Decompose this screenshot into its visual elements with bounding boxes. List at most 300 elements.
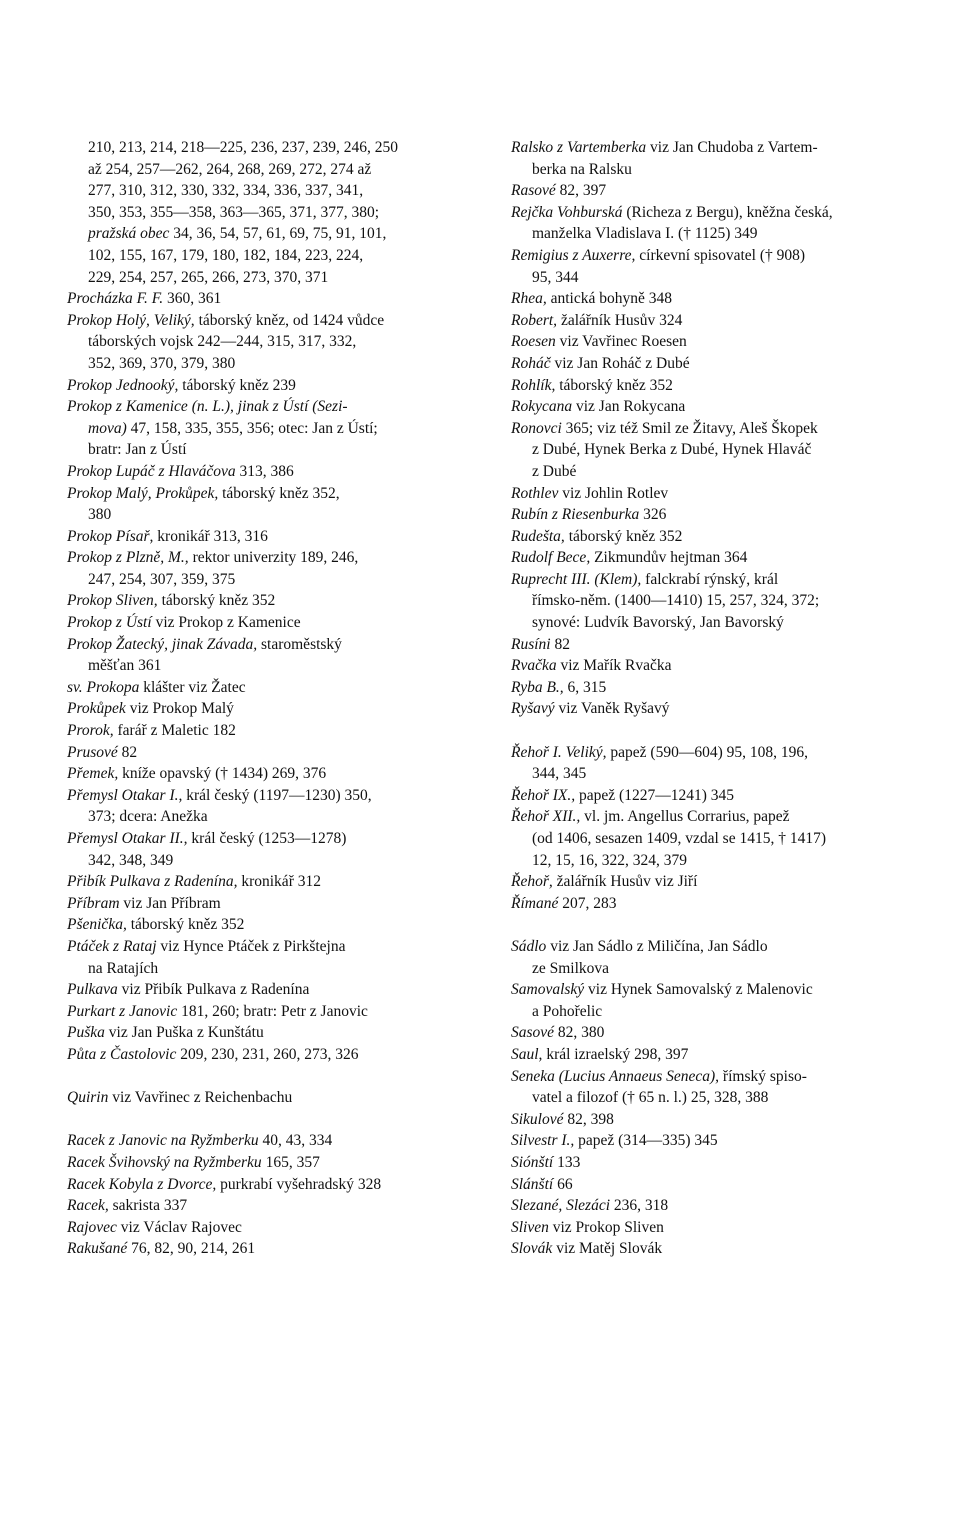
index-text: žalářník Husův 324 xyxy=(557,311,683,329)
index-entry xyxy=(511,504,911,526)
index-entry-line xyxy=(511,1087,911,1109)
index-entry-line xyxy=(67,353,467,375)
index-text: 76, 82, 90, 214, 261 xyxy=(127,1240,256,1258)
index-entry-line xyxy=(511,612,911,634)
index-headword: Příbram xyxy=(67,894,120,912)
index-headword: Prusové xyxy=(67,743,118,761)
index-entry xyxy=(511,871,911,893)
index-text: 181, 260; bratr: Petr z Janovic xyxy=(177,1002,368,1020)
index-entry-line xyxy=(511,180,911,202)
index-headword: Půta z Častolovic xyxy=(67,1045,177,1063)
index-entry-line xyxy=(511,698,911,720)
index-entry xyxy=(511,375,911,397)
index-text: církevní spisovatel († 908) xyxy=(635,246,806,264)
index-entry xyxy=(67,785,467,828)
index-headword: Rubín z Riesenburka xyxy=(511,506,640,524)
index-text: viz Prokop Malý xyxy=(125,700,234,718)
index-text: táborský kněz 352, xyxy=(218,484,340,502)
index-text: žalářník Husův viz Jiří xyxy=(552,873,698,891)
index-headword: Prokop z Kamenice (n. L.), jinak z Ústí (Sezi- xyxy=(67,398,348,416)
index-text: (od 1406, sesazen 1409, vzdal se 1415, † 1417) xyxy=(532,830,827,847)
index-text: antická bohyně 348 xyxy=(546,290,672,308)
index-entry xyxy=(67,1022,467,1044)
index-entry-line xyxy=(67,893,467,915)
index-entry xyxy=(67,375,467,397)
index-headword: Sasové xyxy=(511,1024,555,1042)
index-text: král český (1253—1278) xyxy=(187,830,347,847)
index-headword: Saul, xyxy=(511,1045,543,1063)
index-text: viz Prokop z Kamenice xyxy=(151,614,301,632)
index-text: 380 xyxy=(88,506,112,524)
index-entry-line xyxy=(511,936,911,958)
index-entry xyxy=(511,1066,911,1109)
section-gap xyxy=(67,1066,467,1088)
index-text: farář z Maletic 182 xyxy=(113,722,236,740)
index-entry-line xyxy=(511,375,911,397)
index-entry xyxy=(67,1238,467,1260)
index-headword: pražská obec xyxy=(88,225,170,243)
index-entry xyxy=(511,785,911,807)
index-entry-line xyxy=(67,1001,467,1023)
index-text: viz Jan Sádlo z Miličína, Jan Sádlo xyxy=(546,937,768,955)
index-headword: Slovák xyxy=(511,1240,553,1258)
index-entry xyxy=(511,634,911,656)
index-entry-line xyxy=(511,310,911,332)
index-headword: sv. Prokopa xyxy=(67,678,140,696)
index-entry xyxy=(67,396,467,461)
index-headword: Slezané, Slezáci xyxy=(511,1197,611,1215)
index-text: a Pohořelic xyxy=(532,1002,603,1020)
index-text: táborský kněz 352 xyxy=(564,527,683,545)
index-entry-line xyxy=(511,159,911,181)
index-entry xyxy=(67,1130,467,1152)
index-text: 326 xyxy=(639,506,667,524)
index-text: 373; dcera: Anežka xyxy=(88,808,208,826)
index-entry-line xyxy=(67,1022,467,1044)
index-text: viz Mařík Rvačka xyxy=(556,657,672,675)
index-entry-line xyxy=(511,634,911,656)
index-entry xyxy=(511,677,911,699)
index-text: 82, 397 xyxy=(555,182,607,200)
index-headword: Samovalský xyxy=(511,981,585,999)
index-text: berka na Ralsku xyxy=(532,160,632,178)
index-headword: Rohlík, xyxy=(511,376,556,394)
index-entry-line xyxy=(67,375,467,397)
index-entry-line xyxy=(511,418,911,440)
index-headword: Přemysl Otakar II., xyxy=(67,830,188,847)
index-text: klášter viz Žatec xyxy=(139,678,246,696)
index-text: 247, 254, 307, 359, 375 xyxy=(88,570,236,588)
index-text: táborský kněz 352 xyxy=(126,916,245,934)
index-entry-line xyxy=(67,1217,467,1239)
index-text: 229, 254, 257, 265, 266, 273, 370, 371 xyxy=(88,268,329,286)
index-entry-line xyxy=(511,1109,911,1131)
index-entry-line xyxy=(67,914,467,936)
index-headword: Siónští xyxy=(511,1153,554,1171)
index-text: 365; viz též Smil ze Žitavy, Aleš Škopek xyxy=(561,419,818,437)
index-entry xyxy=(67,698,467,720)
index-entry-line xyxy=(511,267,911,289)
index-entry xyxy=(511,202,911,245)
index-headword: Sádlo xyxy=(511,937,547,955)
index-entry xyxy=(67,936,467,979)
section-gap xyxy=(67,1109,467,1131)
index-headword: Roesen xyxy=(511,333,556,351)
index-text: viz Hynek Samovalský z Malenovic xyxy=(584,981,813,999)
index-text: viz Vavřinec z Reichenbachu xyxy=(108,1089,293,1107)
index-entry-line xyxy=(67,223,467,245)
index-text: viz Hynce Ptáček z Pirkštejna xyxy=(156,937,346,955)
index-text: 82, 380 xyxy=(554,1024,605,1042)
index-headword: Rhea, xyxy=(511,290,547,308)
index-text: viz Jan Puška z Kunštátu xyxy=(104,1024,264,1042)
index-headword: Ralsko z Vartemberka xyxy=(511,139,647,156)
index-entry-line xyxy=(511,439,911,461)
index-text: 102, 155, 167, 179, 180, 182, 184, 223, 224, xyxy=(88,246,364,264)
index-entry xyxy=(511,893,911,915)
index-headword: Rasové xyxy=(511,182,556,200)
index-entry-line xyxy=(67,1087,467,1109)
index-entry xyxy=(511,936,911,979)
index-entry-line xyxy=(67,180,467,202)
index-text: 82, 398 xyxy=(563,1110,614,1128)
index-headword: Přemek, xyxy=(67,765,119,783)
index-entry-line xyxy=(511,137,911,159)
index-headword: Rokycana xyxy=(511,398,573,416)
index-entry-line xyxy=(511,1217,911,1239)
index-entry-line xyxy=(511,742,911,764)
index-text: z Dubé, Hynek Berka z Dubé, Hynek Hlaváč xyxy=(532,441,812,459)
index-text: 344, 345 xyxy=(532,765,587,783)
index-entry xyxy=(511,806,911,871)
index-entry-line xyxy=(67,979,467,1001)
index-text: táborský kněz 352 xyxy=(555,376,673,394)
index-text: 342, 348, 349 xyxy=(88,851,174,869)
index-text: 165, 357 xyxy=(261,1153,320,1171)
index-text: 40, 43, 334 xyxy=(258,1132,333,1150)
index-text: kníže opavský († 1434) 269, 376 xyxy=(118,765,327,783)
index-entry-line xyxy=(511,828,911,850)
index-entry-line xyxy=(511,483,911,505)
index-entry-line xyxy=(511,1022,911,1044)
index-text: táborský kněz, od 1424 vůdce xyxy=(194,311,385,329)
index-text: papež (1227—1241) 345 xyxy=(575,786,734,804)
index-entry-line xyxy=(511,1152,911,1174)
index-text: bratr: Jan z Ústí xyxy=(88,441,187,459)
index-entry-line xyxy=(67,742,467,764)
index-text: 133 xyxy=(553,1153,581,1171)
index-text: viz Vaněk Ryšavý xyxy=(554,700,670,718)
index-entry-line xyxy=(67,936,467,958)
index-text: falckrabí rýnský, král xyxy=(641,570,779,588)
index-entry-line xyxy=(511,806,911,828)
index-headword: Purkart z Janovic xyxy=(67,1002,178,1020)
index-text: 6, 315 xyxy=(563,678,607,696)
index-entry xyxy=(511,1130,911,1152)
index-headword: Sliven xyxy=(511,1218,549,1236)
index-headword: Racek, xyxy=(67,1197,109,1215)
index-entry xyxy=(511,1238,911,1260)
index-text: na Ratajích xyxy=(88,959,159,977)
index-entry-line xyxy=(511,1066,911,1088)
index-headword: Římané xyxy=(511,894,559,912)
index-headword: Remigius z Auxerre, xyxy=(511,246,636,264)
index-entry xyxy=(511,245,911,288)
index-entry-line xyxy=(67,288,467,310)
index-entry-line xyxy=(67,871,467,893)
index-text: 360, 361 xyxy=(163,290,222,308)
index-text: 82 xyxy=(550,635,570,653)
index-entry-line xyxy=(511,785,911,807)
index-entry xyxy=(511,1217,911,1239)
index-entry-line xyxy=(511,1174,911,1196)
index-entry-line xyxy=(511,288,911,310)
index-headword: Řehoř I. Veliký, xyxy=(511,743,607,761)
index-text: táborských vojsk 242—244, 315, 317, 332, xyxy=(88,333,357,351)
index-entry-line xyxy=(67,267,467,289)
index-entry xyxy=(511,331,911,353)
index-entry-line xyxy=(67,331,467,353)
index-entry-line xyxy=(511,331,911,353)
index-entry-line xyxy=(67,677,467,699)
index-headword: Řehoř IX., xyxy=(511,786,576,804)
index-text: král izraelský 298, 397 xyxy=(542,1045,689,1063)
index-entry-line xyxy=(67,396,467,418)
index-entry-line xyxy=(511,1195,911,1217)
index-entry xyxy=(511,979,911,1022)
index-headword: Pšenička, xyxy=(67,916,127,934)
index-headword: Sikulové xyxy=(511,1110,564,1128)
index-text: vatel a filozof († 65 n. l.) 25, 328, 388 xyxy=(532,1089,769,1107)
index-headword: mova) xyxy=(88,419,127,437)
index-entry-line xyxy=(511,396,911,418)
index-entry-line xyxy=(511,504,911,526)
index-headword: Ryšavý xyxy=(511,700,555,718)
index-headword: Rothlev xyxy=(511,484,559,502)
index-entry-line xyxy=(511,590,911,612)
index-text: měšťan 361 xyxy=(88,657,162,675)
index-entry xyxy=(511,569,911,634)
index-entry-line xyxy=(67,504,467,526)
index-entry xyxy=(511,1109,911,1131)
index-entry-line xyxy=(511,353,911,375)
index-text: 352, 369, 370, 379, 380 xyxy=(88,354,236,372)
index-entry-line xyxy=(67,828,467,850)
index-entry xyxy=(511,1044,911,1066)
index-entry-line xyxy=(511,526,911,548)
index-headword: Robert, xyxy=(511,311,558,329)
index-entry-line xyxy=(67,1044,467,1066)
index-entry xyxy=(67,1044,467,1066)
index-text: 350, 353, 355—358, 363—365, 371, 377, 380; xyxy=(88,203,380,221)
index-entry xyxy=(67,590,467,612)
index-headword: Prokůpek xyxy=(67,700,126,718)
index-headword: Racek Kobyla z Dvorce, xyxy=(67,1175,217,1193)
index-headword: Prokop Žatecký, jinak Závada, xyxy=(67,635,258,653)
index-entry xyxy=(67,893,467,915)
index-entry-line xyxy=(511,547,911,569)
index-text: táborský kněz 352 xyxy=(157,592,276,610)
index-headword: Ptáček z Rataj xyxy=(67,937,157,955)
index-entry xyxy=(67,1174,467,1196)
index-headword: Racek Švihovský na Ryžmberku xyxy=(67,1153,262,1171)
index-entry xyxy=(67,483,467,526)
index-headword: Řehoř, xyxy=(511,873,553,891)
index-text: kronikář 312 xyxy=(237,873,321,891)
index-text: rektor univerzity 189, 246, xyxy=(188,549,359,567)
index-headword: Puška xyxy=(67,1024,105,1042)
index-headword: Prokop Malý, Prokůpek, xyxy=(67,484,219,502)
index-entry xyxy=(511,742,911,785)
index-entry-line xyxy=(67,698,467,720)
index-entry-line xyxy=(67,806,467,828)
index-headword: Rudešta, xyxy=(511,527,565,545)
index-entry-line xyxy=(511,979,911,1001)
index-headword: Procházka F. F. xyxy=(67,290,164,308)
index-text: římsko-něm. (1400—1410) 15, 257, 324, 372; xyxy=(532,592,820,610)
index-headword: Rusíni xyxy=(511,635,551,653)
index-entry xyxy=(67,547,467,590)
index-entry-line xyxy=(67,850,467,872)
index-entry xyxy=(67,137,467,288)
index-entry-line xyxy=(511,655,911,677)
index-entry-line xyxy=(67,547,467,569)
index-headword: Řehoř XII., xyxy=(511,808,581,826)
index-entry xyxy=(511,655,911,677)
index-text: viz Jan Chudoba z Vartem- xyxy=(646,139,818,156)
index-headword: Ronovci xyxy=(511,419,562,437)
index-text: viz Matěj Slovák xyxy=(552,1240,663,1258)
section-gap xyxy=(511,914,911,936)
index-entry-line xyxy=(511,1001,911,1023)
index-headword: Rakušané xyxy=(67,1240,128,1258)
index-entry-line xyxy=(67,569,467,591)
index-text: viz Johlin Rotlev xyxy=(558,484,669,502)
index-headword: Prokop Jednooký, xyxy=(67,376,179,394)
index-text: 209, 230, 231, 260, 273, 326 xyxy=(176,1045,359,1063)
index-headword: Prorok, xyxy=(67,722,114,740)
index-text: 207, 283 xyxy=(558,894,617,912)
index-text: synové: Ludvík Bavorský, Jan Bavorský xyxy=(532,614,784,632)
index-headword: Silvestr I., xyxy=(511,1132,575,1150)
index-text: z Dubé xyxy=(532,462,577,480)
index-entry-line xyxy=(67,483,467,505)
index-entry-line xyxy=(511,461,911,483)
index-entry xyxy=(67,634,467,677)
index-entry-line xyxy=(67,634,467,656)
index-text: viz Přibík Pulkava z Radenína xyxy=(117,981,310,999)
index-headword: Ruprecht III. (Klem), xyxy=(511,570,642,588)
index-headword: Prokop z Plzně, M., xyxy=(67,549,189,567)
index-entry-line xyxy=(511,893,911,915)
index-entry xyxy=(67,742,467,764)
index-entry xyxy=(67,720,467,742)
index-text: papež (314—335) 345 xyxy=(574,1132,718,1150)
index-text: viz Prokop Sliven xyxy=(548,1218,664,1236)
index-text: táborský kněz 239 xyxy=(178,376,296,394)
index-headword: Rvačka xyxy=(511,657,557,675)
index-entry-line xyxy=(67,1152,467,1174)
index-text: 82 xyxy=(117,743,138,761)
index-entry xyxy=(67,526,467,548)
index-text: viz Jan Rokycana xyxy=(572,398,686,416)
index-text: 95, 344 xyxy=(532,268,579,286)
index-entry-line xyxy=(67,1130,467,1152)
index-entry-line xyxy=(511,1044,911,1066)
index-entry xyxy=(67,612,467,634)
index-headword: Racek z Janovic na Ryžmberku xyxy=(67,1132,259,1150)
index-text: viz Václav Rajovec xyxy=(116,1218,242,1236)
index-headword: Ryba B., xyxy=(511,678,564,696)
index-entry-line xyxy=(67,785,467,807)
index-text: 12, 15, 16, 322, 324, 379 xyxy=(532,851,687,869)
index-entry xyxy=(511,1152,911,1174)
index-entry xyxy=(511,396,911,418)
index-text: purkrabí vyšehradský 328 xyxy=(216,1175,382,1193)
index-entry-line xyxy=(67,1195,467,1217)
index-entry-line xyxy=(67,439,467,461)
index-text: ze Smilkova xyxy=(532,959,610,977)
index-entry xyxy=(67,677,467,699)
index-entry xyxy=(511,526,911,548)
index-entry-line xyxy=(67,590,467,612)
index-headword: Seneka (Lucius Annaeus Seneca), xyxy=(511,1067,720,1085)
index-entry-line xyxy=(511,958,911,980)
index-entry xyxy=(67,1152,467,1174)
index-entry-line xyxy=(67,1174,467,1196)
index-headword: Slánští xyxy=(511,1175,554,1193)
index-headword: Přemysl Otakar I., xyxy=(67,786,183,804)
index-headword: Prokop Sliven, xyxy=(67,592,158,610)
index-entry-line xyxy=(67,245,467,267)
index-headword: Rejčka Vohburská xyxy=(511,203,623,221)
index-entry xyxy=(67,763,467,785)
index-entry xyxy=(511,1174,911,1196)
index-entry xyxy=(511,1195,911,1217)
index-headword: Prokop Holý, Veliký, xyxy=(67,311,195,329)
index-text: Zikmundův hejtman 364 xyxy=(590,549,748,567)
index-entry-line xyxy=(67,655,467,677)
index-entry-line xyxy=(67,461,467,483)
index-entry xyxy=(67,871,467,893)
index-text: 210, 213, 214, 218—225, 236, 237, 239, 246, 250 xyxy=(88,139,398,156)
index-entry-line xyxy=(511,871,911,893)
index-entry xyxy=(67,1195,467,1217)
index-entry xyxy=(511,180,911,202)
index-entry xyxy=(67,1217,467,1239)
index-text: 277, 310, 312, 330, 332, 334, 336, 337, 341, xyxy=(88,182,364,200)
index-entry-line xyxy=(67,526,467,548)
index-text: viz Vavřinec Roesen xyxy=(555,333,687,351)
index-entry xyxy=(67,288,467,310)
index-entry xyxy=(67,979,467,1001)
index-entry-line xyxy=(67,1238,467,1260)
index-text: kronikář 313, 316 xyxy=(153,527,268,545)
index-headword: Rudolf Bece, xyxy=(511,549,591,567)
index-text: (Richeza z Bergu), kněžna česká, xyxy=(622,203,833,221)
index-entry xyxy=(67,1087,467,1109)
index-text: 313, 386 xyxy=(235,462,294,480)
index-entry-line xyxy=(67,159,467,181)
index-text: 34, 36, 54, 57, 61, 69, 75, 91, 101, xyxy=(169,225,387,243)
index-entry-line xyxy=(511,763,911,785)
index-headword: Prokop z Ústí xyxy=(67,614,152,632)
index-headword: Prokop Lupáč z Hlaváčova xyxy=(67,462,236,480)
index-entry-line xyxy=(67,418,467,440)
index-column-right xyxy=(511,137,911,1260)
index-entry-line xyxy=(67,310,467,332)
index-text: 47, 158, 335, 355, 356; otec: Jan z Ústí; xyxy=(126,419,378,437)
